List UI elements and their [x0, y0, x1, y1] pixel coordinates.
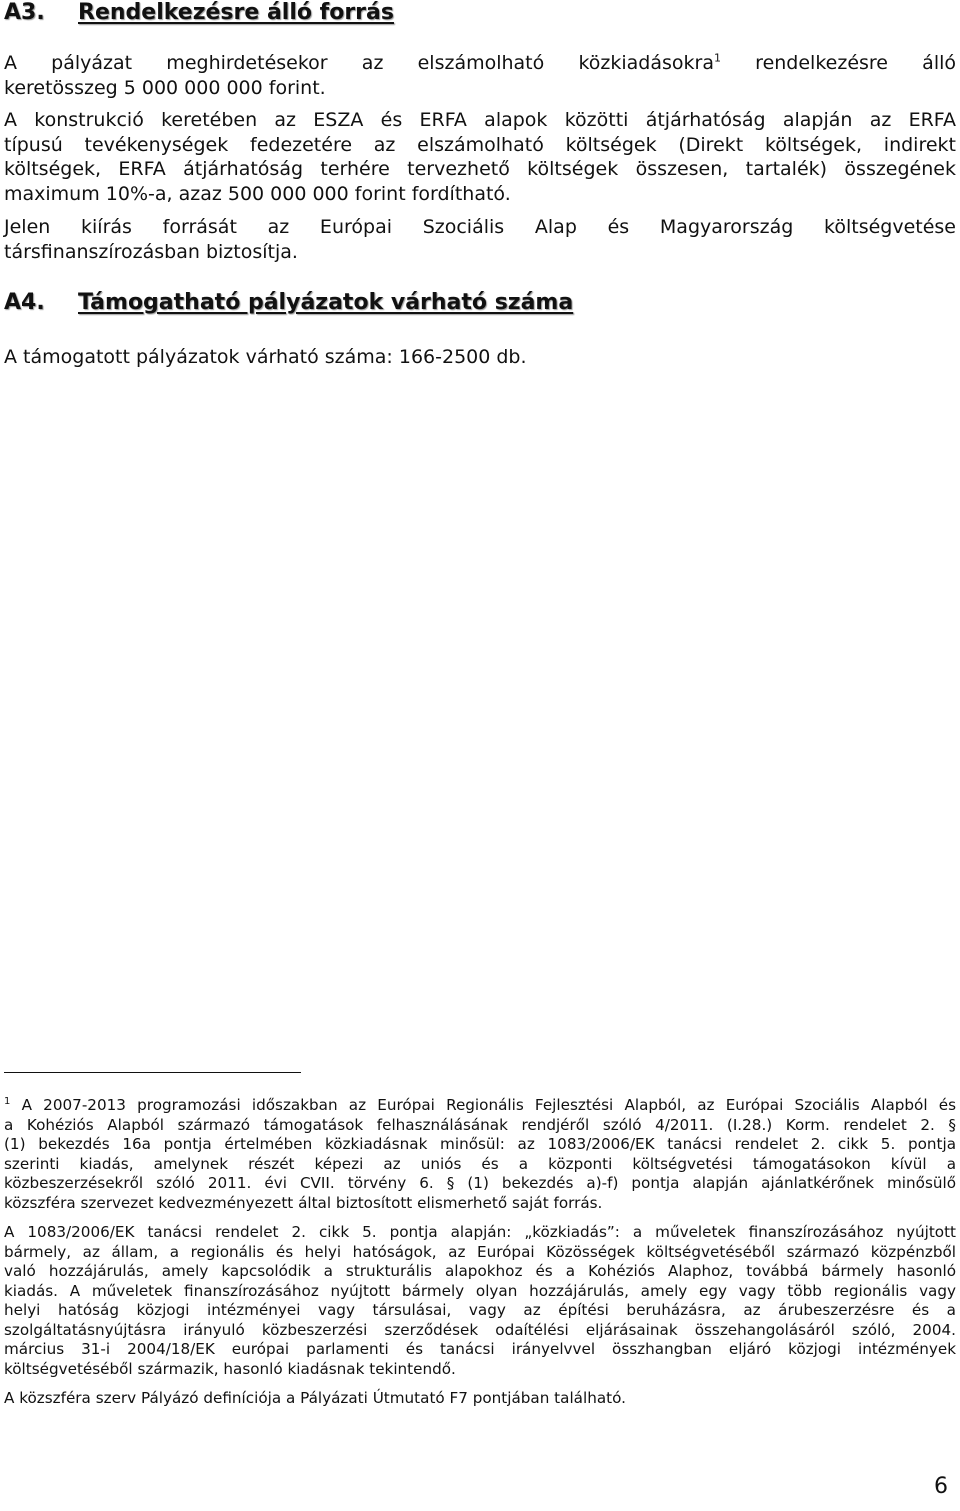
text-line: A konstrukció keretében az ESZA és ERFA alapok közötti átjárhatóság alapján az ERFA: [4, 109, 956, 131]
text-line: a Kohéziós Alapból származó támogatások felhasználásának rendjéről szóló 4/2011. (I.28.) Korm. rendelet 2. §: [4, 1115, 956, 1134]
section-title: Rendelkezésre álló forrás: [78, 0, 394, 25]
text-line: A támogatott pályázatok várható száma: 166-2500 db.: [4, 346, 527, 368]
page-number: 6: [934, 1474, 948, 1499]
text-line: bármely, az állam, a regionális és helyi hatóságok, az Európai Közösségek költségvetéséből származó közpénzből: [4, 1242, 956, 1261]
text-line: szolgáltatásnyújtásra irányuló közbeszerzési szerződések odaítélési eljárásainak összehangolásáról szóló, 2004.: [4, 1320, 956, 1339]
text-line: A közszféra szerv Pályázó definíciója a Pályázati Útmutató F7 pontjában található.: [4, 1389, 626, 1407]
text-line: költségek, ERFA átjárhatóság terhére tervezhető költségek összesen, tartalék) összegének: [4, 158, 956, 180]
text-line: típusú tevékenységek fedezetére az elszámolható költségek (Direkt költségek, indirekt: [4, 133, 956, 156]
footnote-paragraph: [4, 1096, 956, 1213]
text-line: (1) bekezdés 16a pontja értelmében közkiadásnak minősül: az 1083/2006/EK tanácsi rendelet 2. cikk 5. pontja: [4, 1135, 956, 1153]
footnote-paragraph: [4, 1223, 956, 1379]
footnote-marker: 1: [4, 1095, 11, 1107]
text-line: A pályázat meghirdetésekor az elszámolható közkiadásokra$^1$ rendelkezésre álló: [4, 51, 957, 74]
text-line: A 1083/2006/EK tanácsi rendelet 2. cikk 5. pontja alapján: „közkiadás”: a műveletek finanszírozásához nyújtott: [4, 1223, 956, 1241]
section-heading-a3: [4, 0, 394, 25]
text-line: közbeszerzésekről szóló 2011. évi CVII. törvény 6. § (1) bekezdés a)-f) pontja alapján ajánlatkérőnek minősülő: [4, 1174, 956, 1192]
text-line: való hozzájárulás, amely kapcsolódik a strukturális alapokhoz és a Kohéziós Alaphoz, továbbá bármely hasonló: [4, 1262, 956, 1280]
section-number: A4.: [4, 290, 45, 315]
text-line: március 31-i 2004/18/EK európai parlamenti és tanácsi irányelvvel összhangban eljáró közjogi intézmények: [4, 1340, 956, 1358]
paragraph-funding-source: [4, 215, 956, 264]
section-heading-a4: [4, 290, 573, 315]
text-line: maximum 10%-a, azaz 500 000 000 forint fordítható.: [4, 182, 511, 205]
text-line: szerinti kiadás, amelynek részét képezi az uniós és a központi költségvetési támogatásokon kívül a: [4, 1154, 956, 1173]
text-line: helyi hatóság közjogi intézményei vagy társulásai, vagy az építési beruházásra, az árubeszerzésre és a: [4, 1301, 956, 1319]
paragraph-available-funds: [4, 51, 956, 100]
text-line: társfinanszírozásban biztosítja.: [4, 240, 298, 263]
section-title: Támogatható pályázatok várható száma: [78, 290, 574, 315]
text-line: Jelen kiírás forrását az Európai Szociális Alap és Magyarország költségvetése: [4, 216, 956, 238]
section-number: A3.: [4, 0, 45, 25]
text-line: közszféra szervezet kedvezményezett által biztosított elismerhető saját forrás.: [4, 1193, 603, 1212]
text-line: kiadás. A műveletek finanszírozásához nyújtott bármely olyan hozzájárulás, amely egy vagy több regionális vagy: [4, 1281, 956, 1300]
footnote-paragraph: [4, 1389, 956, 1409]
paragraph-expected-number: [4, 345, 956, 370]
text-line: $^1$ A 2007-2013 programozási időszakban az Európai Regionális Fejlesztési Alapból, az Európai Szociális Alapból és: [4, 1095, 956, 1114]
paragraph-construction: [4, 108, 956, 206]
footnote-separator: [4, 1072, 301, 1073]
text-line: keretösszeg 5 000 000 000 forint.: [4, 76, 326, 99]
footnote-reference: 1: [713, 51, 721, 65]
text-line: költségvetéséből származik, hasonló kiadásnak tekintendő.: [4, 1359, 456, 1378]
